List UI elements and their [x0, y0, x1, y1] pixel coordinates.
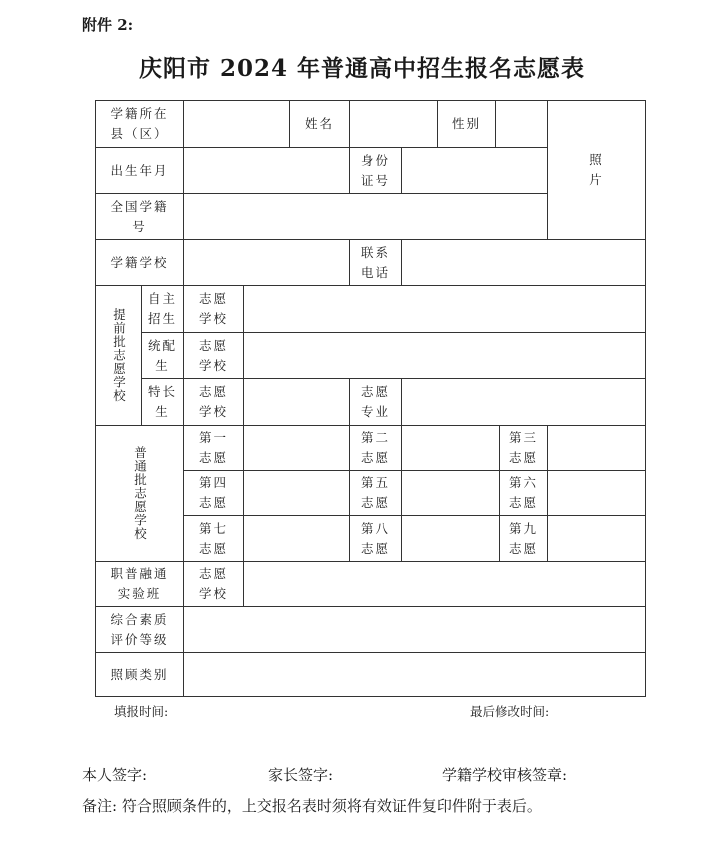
wish-5-input[interactable]: [401, 470, 500, 516]
national-id-label: 全国学籍 号: [110, 198, 169, 234]
wish-2-label-cell: [349, 425, 402, 471]
parent-signature-label: 家长签字:: [268, 766, 334, 784]
allocation-school-input[interactable]: [243, 332, 646, 379]
page-title: 庆阳市 2024 年普通高中招生报名志愿表: [138, 55, 586, 82]
wish-4-label: 第四 志愿: [198, 475, 228, 510]
self-enroll-school-label: 志愿 学校: [198, 291, 228, 326]
self-enroll-school-input[interactable]: [243, 285, 646, 333]
school-input[interactable]: [183, 239, 350, 286]
photo-label: 照 片: [589, 152, 604, 187]
county-input[interactable]: [183, 100, 290, 148]
specialty-school-input[interactable]: [243, 378, 350, 426]
birth-label: 出生年月: [110, 162, 169, 178]
wish-7-label: 第七 志愿: [198, 520, 228, 556]
regular-batch-label-cell: [95, 425, 184, 562]
early-batch-label: 提前批志愿学校: [111, 308, 127, 403]
early-batch-label-cell: [95, 285, 142, 426]
county-label-cell: [95, 100, 184, 148]
national-id-label-cell: [95, 193, 184, 240]
wish-1-label-cell: [183, 425, 244, 471]
name-label: 姓名: [304, 116, 334, 131]
wish-6-label: 第六 志愿: [508, 475, 538, 510]
phone-label-cell: [349, 239, 402, 286]
national-id-input[interactable]: [183, 193, 548, 240]
wish-4-input[interactable]: [243, 470, 350, 516]
allocation-school-label-cell: [183, 332, 244, 379]
school-seal-label: 学籍学校审核签章:: [442, 766, 568, 784]
specialty-school-label: 志愿 学校: [198, 384, 228, 419]
self-enroll-school-label-cell: [183, 285, 244, 333]
name-input[interactable]: [349, 100, 438, 148]
wish-2-input[interactable]: [401, 425, 500, 471]
wish-6-label-cell: [499, 470, 548, 516]
wish-5-label: 第五 志愿: [360, 475, 390, 510]
idnum-label: 身份 证号: [360, 152, 390, 188]
vocational-school-label: 志愿 学校: [198, 566, 228, 601]
name-label-cell: [289, 100, 350, 148]
self-signature-label: 本人签字:: [82, 766, 148, 784]
modify-time-label: 最后修改时间:: [470, 704, 550, 719]
allocation-label-cell: [141, 332, 184, 379]
vocational-label-cell: [95, 561, 184, 607]
specialty-major-label: 志愿 专业: [360, 384, 390, 419]
specialty-major-label-cell: [349, 378, 402, 426]
quality-label-cell: [95, 606, 184, 653]
wish-4-label-cell: [183, 470, 244, 516]
gender-label: 性别: [451, 116, 481, 131]
photo-box[interactable]: [547, 100, 646, 240]
school-label-cell: [95, 239, 184, 286]
wish-2-label: 第二 志愿: [360, 430, 390, 465]
wish-5-label-cell: [349, 470, 402, 516]
wish-3-label: 第三 志愿: [508, 430, 538, 465]
self-enroll-label: 自主 招生: [147, 291, 177, 326]
wish-1-label: 第一 志愿: [198, 430, 228, 465]
regular-batch-label: 普通批志愿学校: [132, 446, 148, 541]
self-enroll-label-cell: [141, 285, 184, 333]
wish-1-input[interactable]: [243, 425, 350, 471]
vocational-school-label-cell: [183, 561, 244, 607]
fill-time-label: 填报时间:: [114, 704, 169, 719]
specialty-major-input[interactable]: [401, 378, 646, 426]
wish-9-input[interactable]: [547, 515, 646, 562]
phone-label: 联系 电话: [360, 244, 390, 280]
gender-input[interactable]: [495, 100, 548, 148]
wish-9-label: 第九 志愿: [508, 520, 538, 556]
birth-input[interactable]: [183, 147, 350, 194]
quality-input[interactable]: [183, 606, 646, 653]
vocational-school-input[interactable]: [243, 561, 646, 607]
wish-8-label: 第八 志愿: [360, 520, 390, 556]
allocation-label: 统配 生: [147, 337, 177, 373]
note-text: 备注: 符合照顾条件的，上交报名表时须将有效证件复印件附于表后。: [82, 797, 542, 815]
school-label: 学籍学校: [110, 254, 169, 270]
wish-7-input[interactable]: [243, 515, 350, 562]
specialty-label: 特长 生: [147, 384, 177, 419]
idnum-label-cell: [349, 147, 402, 194]
care-type-input[interactable]: [183, 652, 646, 697]
county-label: 学籍所在 县（区）: [110, 106, 169, 141]
wish-8-label-cell: [349, 515, 402, 562]
wish-7-label-cell: [183, 515, 244, 562]
wish-9-label-cell: [499, 515, 548, 562]
registration-form-table: [95, 100, 646, 697]
phone-input[interactable]: [401, 239, 646, 286]
specialty-label-cell: [141, 378, 184, 426]
idnum-input[interactable]: [401, 147, 548, 194]
care-type-label-cell: [95, 652, 184, 697]
specialty-school-label-cell: [183, 378, 244, 426]
wish-3-label-cell: [499, 425, 548, 471]
vocational-label: 职普融通 实验班: [110, 566, 169, 601]
wish-3-input[interactable]: [547, 425, 646, 471]
gender-label-cell: [437, 100, 496, 148]
care-type-label: 照顾类别: [110, 666, 169, 682]
quality-label: 综合素质 评价等级: [110, 611, 169, 647]
attachment-label: 附件 2:: [82, 16, 134, 34]
wish-6-input[interactable]: [547, 470, 646, 516]
birth-label-cell: [95, 147, 184, 194]
wish-8-input[interactable]: [401, 515, 500, 562]
allocation-school-label: 志愿 学校: [198, 337, 228, 373]
